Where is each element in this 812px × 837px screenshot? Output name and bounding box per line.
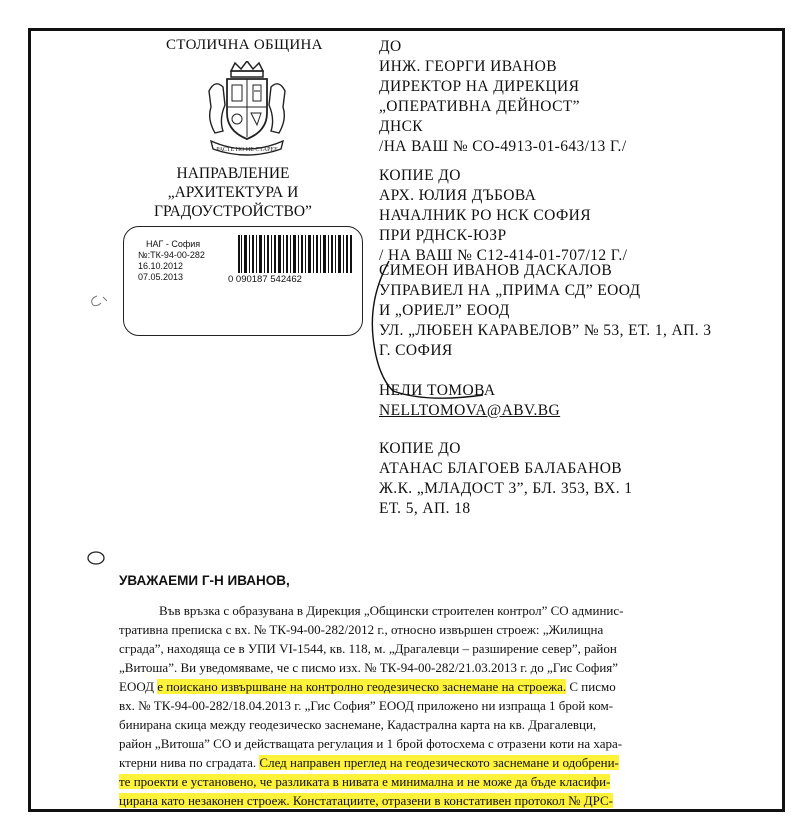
highlighted-text: е поискано извършване на контролно геодезическо заснемане на строежа. [157,679,567,694]
recipient-email-link[interactable]: NELLTOMOVA@ABV.BG [379,402,561,419]
coat-of-arms-emblem [201,61,293,159]
stamp-date-2: 07.05.2013 [138,272,184,282]
stamp-reg-number: №:ТК-94-00-282 [138,250,205,260]
recipient-line: КОПИЕ ДО [379,440,461,457]
registration-stamp [123,226,363,336]
body-line: Във връзка с образувана в Дирекция „Общински строителен контрол” СО админис- [159,603,624,618]
recipient-line: НАЧАЛНИК РО НСК СОФИЯ [379,207,591,224]
department-line-1: НАПРАВЛЕНИЕ [176,165,290,182]
recipient-line: „ОПЕРАТИВНА ДЕЙНОСТ” [379,98,580,115]
recipient-name: НЕЛИ ТОМОВА [379,382,496,399]
recipient-block-complainant [379,381,560,421]
body-line: район „Витоша” СО и действащата регулация и 1 брой фотосхема с отразени коти на хара- [119,736,623,751]
department-name [133,164,333,221]
recipient-line: КОПИЕ ДО [379,167,461,184]
barcode-number: 0 090187 542462 [228,274,302,285]
punch-hole-mark [85,549,107,567]
stamp-date-1: 16.10.2012 [138,261,184,271]
recipient-line: ДО [379,38,402,55]
recipient-line: / НА ВАШ № С12-414-01-707/12 Г./ [379,247,628,264]
letter-body [119,601,759,810]
stamp-office: НАГ - София [146,239,201,249]
body-line: сграда”, находяща се в УПИ VI-1544, кв. 118, м. „Драгалевци – разширение север”, район [119,641,617,656]
recipient-line: Ж.К. „МЛАДОСТ 3”, БЛ. 353, ВХ. 1 [379,480,633,497]
barcode-icon [236,235,354,273]
department-line-3: ГРАДОУСТРОЙСТВО” [154,203,312,220]
recipient-block-investor [379,261,711,361]
body-line: „Витоша”. Ви уведомяваме, че с писмо изх. № ТК-94-00-282/21.03.2013 г. до „Гис София” [119,660,619,675]
body-line [119,791,759,810]
body-line [119,772,759,791]
highlighted-text: те проекти е установено, че разликата в нивата е минимална и не може да бъде класифи- [119,774,611,789]
recipient-line: АТАНАС БЛАГОЕВ БАЛАБАНОВ [379,460,623,477]
svg-text:РАСТЕ НО НЕ СТАРЕЕ: РАСТЕ НО НЕ СТАРЕЕ [216,147,278,153]
body-line: вх. № ТК-94-00-282/18.04.2013 г. „Гис София” ЕООД приложено ни изпраща 1 брой ком- [119,698,614,713]
municipality-name: СТОЛИЧНА ОБЩИНА [166,37,323,53]
recipient-line: СИМЕОН ИВАНОВ ДАСКАЛОВ [379,262,613,279]
recipient-line: УЛ. „ЛЮБЕН КАРАВЕЛОВ” № 53, ЕТ. 1, АП. 3 [379,322,712,339]
recipient-line: ЕТ. 5, АП. 18 [379,500,471,517]
recipient-block-copy-rdnsk [379,166,627,266]
body-line: ктерни нива по сградата. След направен преглед на геодезическото заснемане и одобрени- [119,755,619,770]
recipient-block-director [379,37,627,157]
recipient-line: АРХ. ЮЛИЯ ДЪБОВА [379,187,537,204]
highlighted-text: цирана като незаконен строеж. Констатациите, отразени в констативен протокол № ДРС- [119,793,613,808]
department-line-2: „АРХИТЕКТУРА И [167,184,299,201]
recipient-line: ИНЖ. ГЕОРГИ ИВАНОВ [379,58,557,75]
recipient-block-copy-neighbor [379,439,632,519]
scanned-letter-page [28,28,785,812]
recipient-line: Г. СОФИЯ [379,342,453,359]
recipient-line: /НА ВАШ № СО-4913-01-643/13 Г./ [379,138,627,155]
recipient-line: ПРИ РДНСК-ЮЗР [379,227,507,244]
salutation: УВАЖАЕМИ Г-Н ИВАНОВ, [119,573,290,588]
recipient-line: ДИРЕКТОР НА ДИРЕКЦИЯ [379,78,580,95]
recipient-line: УПРАВИЕЛ НА „ПРИМА СД” ЕООД [379,282,641,299]
recipient-line: ДНСК [379,118,424,135]
body-line: тративна преписка с вх. № ТК-94-00-282/2012 г., относно извършен строеж: „Жилищна [119,622,604,637]
body-line: бинирана скица между геодезическо заснемане, Кадастрална карта на кв. Драгалевци, [119,717,597,732]
body-line: ЕООД е поискано извършване на контролно геодезическо заснемане на строежа. С писмо [119,679,616,694]
highlighted-text: След направен преглед на геодезическото заснемане и одобрени- [259,755,619,770]
margin-mark [87,293,111,309]
recipient-line: И „ОРИЕЛ” ЕООД [379,302,510,319]
